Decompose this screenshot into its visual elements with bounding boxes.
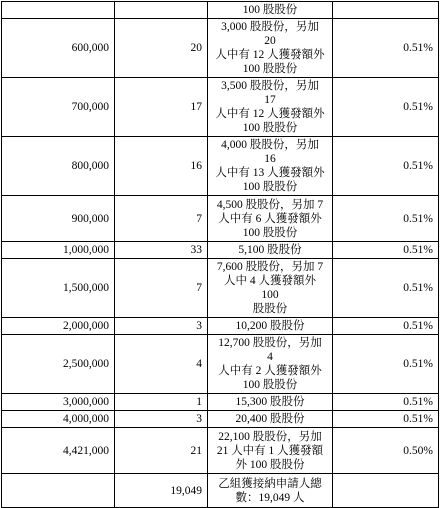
allotment-basis-line: 人中有 12 人獲發額外 — [215, 108, 325, 120]
allotment-percentage-cell: 0.51% — [333, 196, 439, 242]
allotment-basis-line: 100 股股份 — [242, 181, 298, 193]
valid-applications-cell: 7 — [115, 196, 208, 242]
shares-applied-cell: 3,000,000 — [2, 394, 115, 411]
shares-applied-cell: 900,000 — [2, 196, 115, 242]
allotment-basis-cell — [208, 2, 333, 19]
allotment-basis-cell — [208, 411, 333, 428]
shares-applied-cell: 1,500,000 — [2, 259, 115, 318]
table-row — [2, 474, 439, 508]
allotment-percentage-cell: 0.51% — [333, 137, 439, 196]
valid-applications-cell: 7 — [115, 259, 208, 318]
valid-applications-cell: 20 — [115, 19, 208, 78]
shares-applied-cell: 2,500,000 — [2, 335, 115, 394]
allotment-basis-line: 人中有 6 人獲發額外 — [218, 212, 322, 225]
table-row — [2, 394, 439, 411]
allotment-basis-cell — [208, 137, 333, 196]
allotment-basis-cell — [208, 78, 333, 137]
table-row — [2, 196, 439, 242]
shares-applied-cell — [2, 2, 115, 19]
allotment-percentage-cell — [333, 2, 439, 19]
valid-applications-cell: 21 — [115, 428, 208, 474]
table-row — [2, 78, 439, 137]
allotment-basis-line: 乙組獲接納申請人總 — [218, 477, 322, 490]
allotment-basis-line: 3,500 股股份，另加 17 — [221, 80, 319, 106]
allotment-basis-line: 外 100 股股份 — [235, 458, 305, 471]
shares-applied-cell: 4,421,000 — [2, 428, 115, 474]
allotment-basis-cell — [208, 196, 333, 242]
allotment-basis-cell — [208, 394, 333, 411]
allotment-basis-line: 人中 4 人獲發額外 100 — [224, 275, 316, 301]
allotment-percentage-cell: 0.51% — [333, 411, 439, 428]
shares-applied-cell: 700,000 — [2, 78, 115, 137]
allotment-basis-line: 10,200 股股份 — [235, 320, 305, 332]
allotment-percentage-cell — [333, 474, 439, 508]
allotment-basis-line: 100 股股份 — [242, 63, 298, 75]
allotment-basis-line: 人中有 13 人獲發額外 — [215, 167, 325, 179]
table-row — [2, 19, 439, 78]
table-row — [2, 318, 439, 335]
allotment-basis-line: 3,000 股股份，另加 20 — [221, 21, 319, 47]
allotment-basis-line: 7,600 股股份，另加 7 — [216, 261, 324, 273]
valid-applications-cell — [115, 2, 208, 19]
allotment-percentage-cell: 0.51% — [333, 259, 439, 318]
allotment-basis-line: 股股份 — [252, 303, 288, 315]
allotment-basis-line: 4,500 股股份，另加 7 — [216, 198, 324, 211]
shares-applied-cell: 600,000 — [2, 19, 115, 78]
allotment-basis-line: 100 股股份 — [242, 379, 298, 391]
allotment-basis-line: 21 人中有 1 人獲發額 — [216, 444, 324, 457]
allotment-basis-cell — [208, 318, 333, 335]
valid-applications-cell: 3 — [115, 318, 208, 335]
allotment-basis-line: 22,100 股股份，另加 — [218, 430, 322, 443]
table-row — [2, 428, 439, 474]
table-row — [2, 2, 439, 19]
allotment-table — [1, 1, 439, 508]
valid-applications-cell: 3 — [115, 411, 208, 428]
allotment-percentage-cell: 0.51% — [333, 19, 439, 78]
valid-applications-cell: 17 — [115, 78, 208, 137]
allotment-basis-line: 100 股股份 — [242, 4, 298, 16]
allotment-percentage-cell: 0.51% — [333, 394, 439, 411]
shares-applied-cell — [2, 474, 115, 508]
allotment-basis-cell — [208, 474, 333, 508]
allotment-basis-line: 15,300 股股份 — [235, 396, 305, 408]
allotment-basis-line: 數：19,049 人 — [235, 491, 305, 504]
valid-applications-cell: 33 — [115, 242, 208, 259]
table-row — [2, 335, 439, 394]
allotment-basis-cell — [208, 428, 333, 474]
valid-applications-cell: 19,049 — [115, 474, 208, 508]
allotment-basis-cell — [208, 335, 333, 394]
table-row — [2, 259, 439, 318]
valid-applications-cell: 4 — [115, 335, 208, 394]
shares-applied-cell: 4,000,000 — [2, 411, 115, 428]
allotment-basis-cell — [208, 242, 333, 259]
allotment-percentage-cell: 0.51% — [333, 242, 439, 259]
allotment-basis-line: 4,000 股股份，另加 16 — [221, 139, 319, 165]
allotment-percentage-cell: 0.51% — [333, 318, 439, 335]
valid-applications-cell: 1 — [115, 394, 208, 411]
table-row — [2, 411, 439, 428]
shares-applied-cell: 1,000,000 — [2, 242, 115, 259]
allotment-basis-cell — [208, 19, 333, 78]
allotment-basis-line: 20,400 股股份 — [235, 413, 305, 425]
table-row — [2, 242, 439, 259]
allotment-basis-line: 100 股股份 — [242, 122, 298, 134]
shares-applied-cell: 800,000 — [2, 137, 115, 196]
shares-applied-cell: 2,000,000 — [2, 318, 115, 335]
allotment-basis-line: 12,700 股股份，另加 4 — [218, 337, 322, 363]
allotment-basis-line: 5,100 股股份 — [238, 244, 302, 256]
allotment-table-body — [2, 2, 439, 508]
valid-applications-cell: 16 — [115, 137, 208, 196]
allotment-basis-line: 人中有 12 人獲發額外 — [215, 49, 325, 61]
allotment-percentage-cell: 0.51% — [333, 335, 439, 394]
allotment-basis-cell — [208, 259, 333, 318]
allotment-percentage-cell: 0.51% — [333, 78, 439, 137]
allotment-basis-line: 人中有 2 人獲發額外 — [218, 365, 322, 377]
allotment-percentage-cell: 0.50% — [333, 428, 439, 474]
allotment-basis-line: 100 股股份 — [242, 226, 298, 239]
table-row — [2, 137, 439, 196]
